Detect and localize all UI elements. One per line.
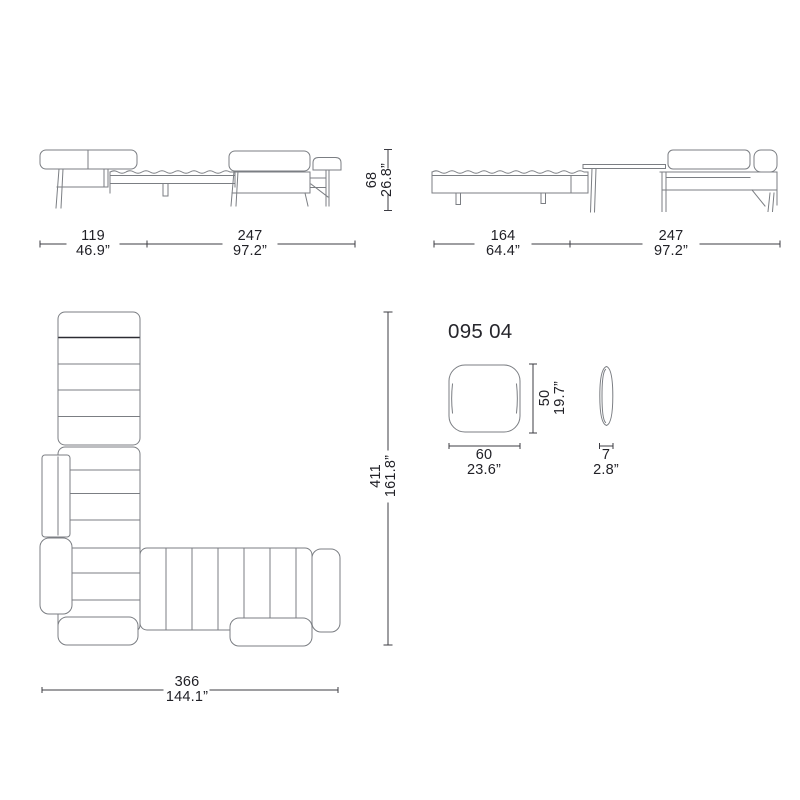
elevation-front-right bbox=[432, 150, 777, 212]
dim-label-cushion-width bbox=[467, 448, 501, 478]
dim-label-plan-depth bbox=[369, 455, 399, 497]
dim-value-in: 64.4” bbox=[485, 243, 521, 259]
table-outline bbox=[583, 165, 666, 213]
elevation-front-left bbox=[40, 150, 341, 208]
dim-value-in: 144.1” bbox=[165, 689, 209, 705]
dim-value-cm: 366 bbox=[174, 674, 200, 690]
dim-value-in: 2.8” bbox=[593, 462, 619, 478]
back-cushion-outline bbox=[668, 150, 750, 169]
plan-view bbox=[40, 312, 340, 646]
end-cushion-outline bbox=[754, 150, 777, 172]
dim-value-cm: 119 bbox=[81, 228, 105, 244]
product-code: 095 04 bbox=[448, 320, 513, 343]
dim-value-cm: 164 bbox=[490, 228, 516, 244]
plan-end-cushion-right bbox=[312, 549, 340, 632]
plan-back-cushion-narrow bbox=[42, 455, 70, 537]
dim-value-cm: 247 bbox=[658, 228, 684, 244]
dim-label-elev-height bbox=[365, 163, 395, 197]
cushion-front-outline bbox=[449, 365, 520, 432]
dim-value-cm: 247 bbox=[237, 228, 263, 244]
side-table-outline bbox=[311, 158, 341, 207]
dim-value-cm: 411 bbox=[368, 464, 384, 488]
dim-value-in: 23.6” bbox=[466, 462, 502, 478]
plan-seat-cushion-bottom-mid bbox=[230, 618, 312, 646]
bench-quilted-top bbox=[432, 171, 588, 174]
dim-label-elev-left-width2 bbox=[233, 229, 267, 259]
dim-value-in: 26.8” bbox=[379, 162, 395, 198]
cushion-front-view bbox=[449, 365, 520, 432]
dim-label-cushion-height bbox=[538, 381, 568, 415]
dim-label-elev-right-width2 bbox=[654, 229, 688, 259]
dim-label-plan-width bbox=[166, 675, 208, 705]
dim-value-cm: 60 bbox=[475, 447, 493, 463]
platform-quilted-top bbox=[110, 171, 235, 174]
cushion-side-view bbox=[600, 367, 613, 426]
dim-value-in: 46.9” bbox=[75, 243, 111, 259]
dim-label-elev-right-width1 bbox=[486, 229, 520, 259]
dim-value-cm: 50 bbox=[537, 389, 553, 407]
dim-label-cushion-thickness bbox=[593, 448, 619, 478]
dim-value-in: 161.8” bbox=[383, 454, 399, 498]
plan-seat-cushion-bottom-left bbox=[58, 617, 138, 645]
right-seat-cushion-outline bbox=[229, 151, 310, 171]
dim-value-in: 97.2” bbox=[653, 243, 689, 259]
dim-value-cm: 7 bbox=[601, 447, 611, 463]
dim-value-cm: 68 bbox=[364, 171, 380, 189]
dim-value-in: 19.7” bbox=[552, 380, 568, 416]
dim-label-elev-left-width1 bbox=[76, 229, 110, 259]
dimension-line-cushion-height bbox=[530, 364, 537, 433]
plan-body-vertical-upper bbox=[58, 312, 140, 445]
dim-value-in: 97.2” bbox=[232, 243, 268, 259]
plan-back-cushion-lower bbox=[40, 538, 72, 614]
